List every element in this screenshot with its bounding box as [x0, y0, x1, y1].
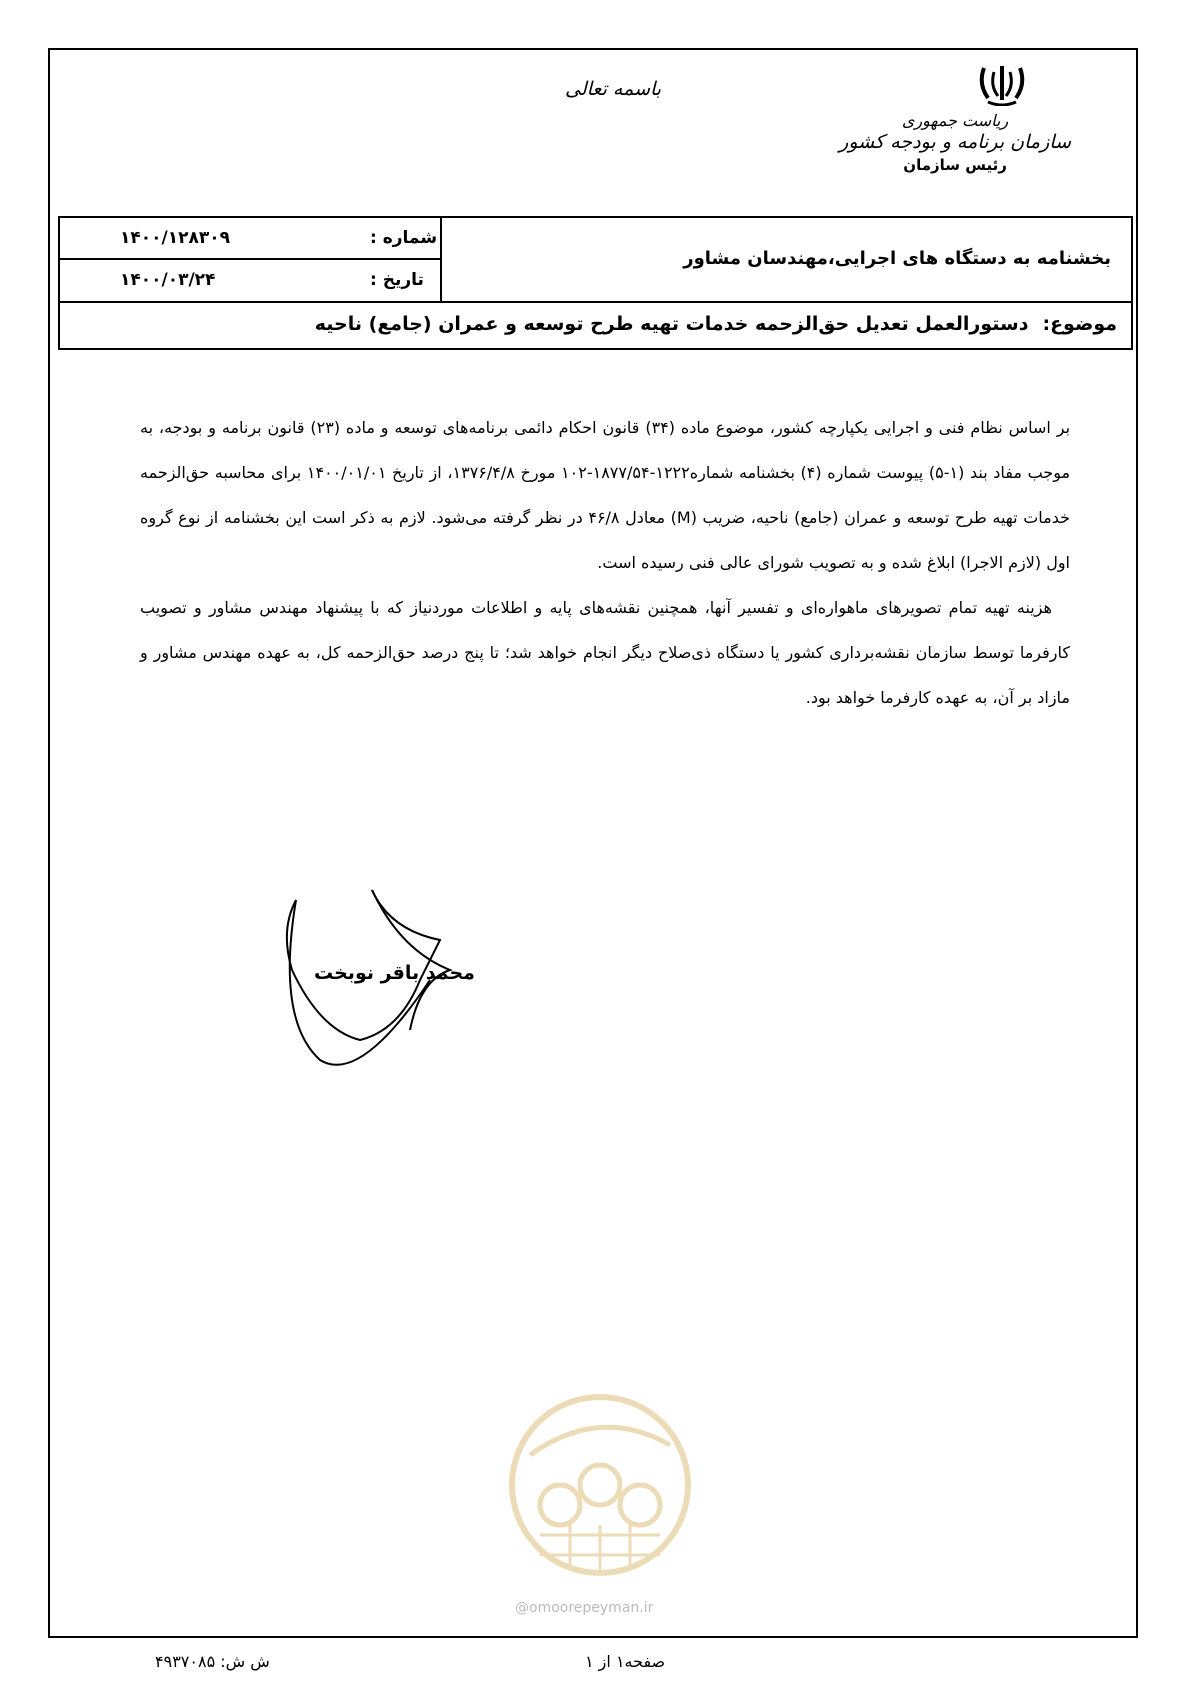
header-divider-inner	[60, 258, 440, 260]
number-value: ۱۴۰۰/۱۲۸۳۰۹	[120, 228, 230, 248]
org-line-head: رئیس سازمان	[903, 156, 1007, 174]
recipient: بخشنامه به دستگاه های اجرایی،مهندسان مشاور	[683, 248, 1111, 269]
iran-emblem-icon	[978, 62, 1026, 106]
date-label: تاریخ :	[370, 270, 424, 290]
watermark-logo	[500, 1385, 700, 1585]
subject-line	[315, 313, 1117, 335]
subject-label: موضوع:	[1042, 313, 1117, 335]
subject-text: دستورالعمل تعدیل حق‌الزحمه خدمات تهیه طرح توسعه و عمران (جامع) ناحیه	[314, 313, 1029, 335]
header-divider-horizontal	[60, 301, 1131, 303]
org-line-organization: سازمان برنامه و بودجه کشور	[839, 131, 1071, 153]
body-paragraph-2: هزینه تهیه تمام تصویرهای ماهواره‌ای و تفسیر آنها، همچنین نقشه‌های پایه و اطلاعات موردنیاز که با پیشنهاد مهندس مشاور و تصویب کارفرما توسط سازمان نقشه‌برداری کشور یا دستگاه ذی‌صلاح دیگر انجام خواهد شد؛ تا پنج درصد حق‌الزحمه کل، به عهده مهندس مشاور و مازاد بر آن، به عهده کارفرما خواهد بود.	[140, 598, 1070, 707]
handwritten-signature	[280, 870, 500, 1120]
header-divider-vertical	[440, 218, 442, 301]
org-line-presidency: ریاست جمهوری	[901, 111, 1009, 130]
footer-reference: ش ش: ۴۹۳۷۰۸۵	[155, 1652, 270, 1671]
number-label: شماره :	[370, 228, 438, 248]
letter-body	[140, 405, 1070, 720]
signatory-name: محمد باقر نوبخت	[314, 962, 475, 984]
date-value: ۱۴۰۰/۰۳/۲۴	[120, 270, 216, 290]
footer-page-number: صفحه۱ از ۱	[585, 1652, 666, 1671]
watermark-text: @omoorepeyman.ir	[515, 1600, 654, 1616]
organization-block	[839, 112, 1071, 176]
header-box	[58, 216, 1133, 350]
basmala: باسمه تعالی	[565, 78, 662, 100]
body-paragraph-1: بر اساس نظام فنی و اجرایی یکپارچه کشور، موضوع ماده (۳۴) قانون احکام دائمی برنامه‌های توسعه و ماده (۲۳) قانون برنامه و بودجه، به موجب مفاد بند (۱-۵) پیوست شماره (۴) بخشنامه شماره۱۲۲۲-۱۸۷۷/۵۴-۱۰۲ مورخ ۱۳۷۶/۴/۸، از تاریخ ۱۴۰۰/۰۱/۰۱ برای محاسبه حق‌الزحمه خدمات تهیه طرح توسعه و عمران (جامع) ناحیه، ضریب (M) معادل ۴۶/۸ در نظر گرفته می‌شود. لازم به ذکر است این بخشنامه از نوع گروه اول (لازم الاجرا) ابلاغ شده و به تصویب شورای عالی فنی رسیده است.	[140, 418, 1071, 572]
